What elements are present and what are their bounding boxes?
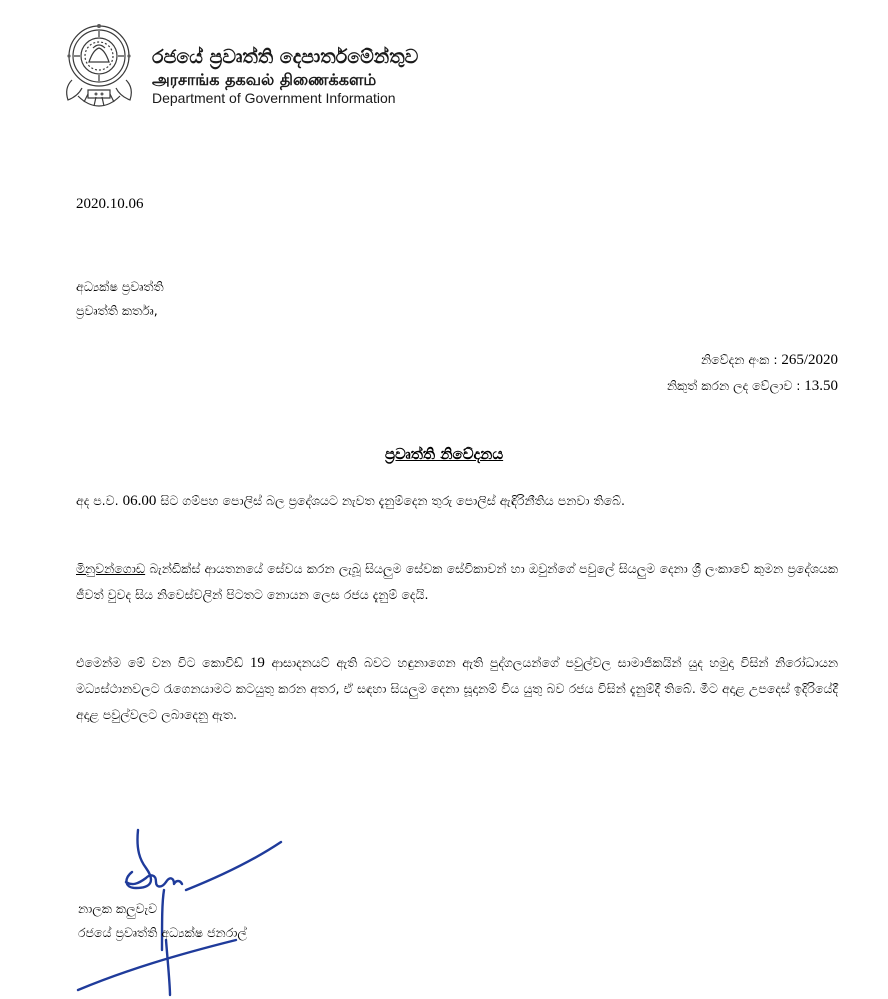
- p3-number: 19: [249, 655, 265, 671]
- document-title: ප්‍රවෘත්ති නිවේදනය: [384, 445, 504, 463]
- addressee-line-1: අධ්‍යක්ෂ ප්‍රවෘත්ති: [76, 279, 164, 294]
- release-time-value: 13.50: [804, 378, 838, 394]
- release-number-row: [701, 352, 838, 369]
- department-name-english: Department of Government Information: [152, 90, 396, 106]
- p1-time: 06.00: [122, 493, 157, 509]
- p2-text: බැන්ඩික්ස් ආයතනයේ සේවය කරන ලැබූ සියලුම සේවක සේවිකාවන් හා ඔවුන්ගේ පවුලේ සියලුම දෙනා ශ්‍රී ලංකාවේ කුමන ප්‍රදේශයක ජීවත් වුවද සිය නිවෙස්වලින් පිටතට නොයන ලෙස රජය දැනුම් දෙයි.: [76, 561, 838, 602]
- p1-text-after: සිට ගම්පහ පොලිස් බල ප්‍රදේශයට නැවත දැනුම්දෙන තුරු පොලිස් ඇඳිරිනීතිය පනවා තිබේ.: [160, 493, 626, 508]
- release-time-label: නිකුත් කරන ලද වේලාව :: [666, 378, 801, 393]
- paragraph-2: [76, 556, 838, 608]
- handwritten-signature-icon: [66, 790, 296, 999]
- release-time-row: [667, 378, 838, 395]
- paragraph-1: [76, 488, 838, 514]
- department-name-tamil: அரசாங்க தகவல் திணைக்களம்: [152, 70, 377, 89]
- release-number-label: නිවේදන අංක :: [701, 352, 778, 367]
- sri-lanka-government-emblem-icon: [58, 18, 140, 110]
- signatory-name: නාලක කලුවැව: [78, 901, 158, 916]
- p3-text-before: එමෙන්ම මේ වන විට කොවිඩ්: [76, 655, 244, 670]
- p2-underlined-place: මිනුවන්ගොඩ: [76, 561, 146, 576]
- release-date: 2020.10.06: [76, 196, 144, 212]
- p1-text-before: අද ප.ව.: [76, 493, 119, 508]
- release-number-value: 265/2020: [781, 352, 838, 368]
- department-name-sinhala: රජයේ ප්‍රවෘත්ති දෙපාර්තමේන්තුව: [152, 46, 419, 68]
- paragraph-3: [76, 650, 838, 728]
- p3-text-after: ආසාදනයට් ඇති බවට හඳුනාගෙන ඇති පුද්ගලයන්ගේ පවුල්වල සාමාජිකයින් යුද හමුදා විසින් නිරෝධායන මධ්‍යස්ථානවලට රැගෙනයාමට කටයුතු කරන අතර, ඒ සඳහා සියලුම දෙනා සූදානම් විය යුතු බව රජය විසින් දැනුම්දී තිබේ. මීට අදාළ උපදෙස් ඉදිරියේදී අදාළ පවුල්වලට ලබාදෙනු ඇත.: [76, 655, 838, 722]
- addressee-line-2: ප්‍රවෘත්ති කර්තෘ,: [76, 303, 158, 318]
- signatory-designation: රජයේ ප්‍රවෘත්ති අධ්‍යක්ෂ ජනරාල්: [78, 925, 247, 940]
